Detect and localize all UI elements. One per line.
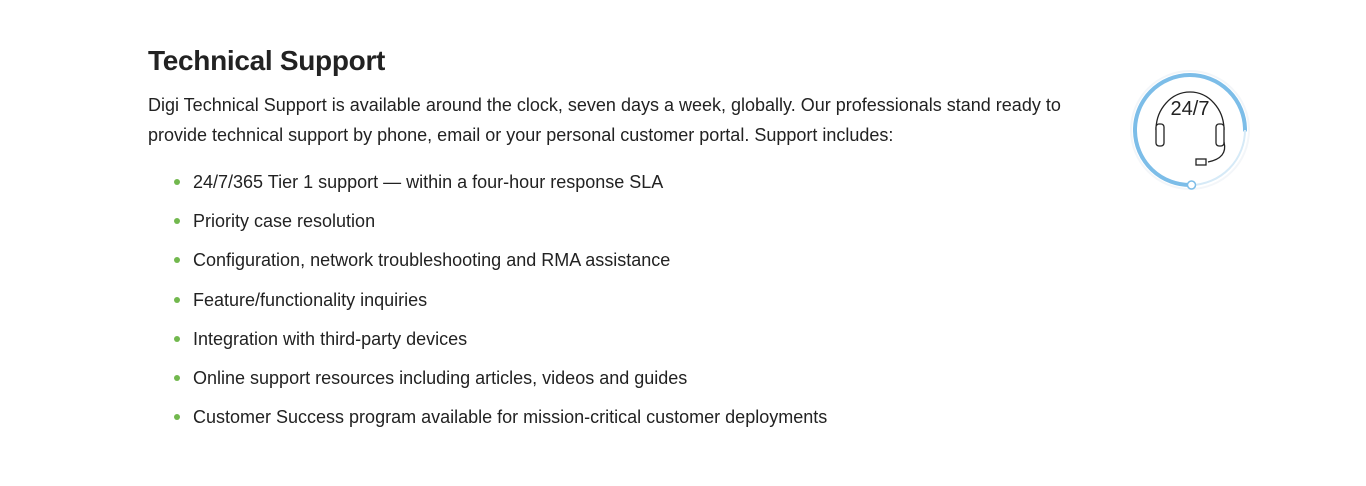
section-title: Technical Support <box>148 45 386 76</box>
list-item <box>148 208 1088 234</box>
list-item-text: Integration with third-party devices <box>193 328 468 349</box>
list-item <box>148 247 1088 273</box>
list-item <box>148 169 1088 195</box>
list-item-text: Configuration, network troubleshooting and RMA assistance <box>193 250 671 271</box>
list-item-text: Customer Success program available for mission-critical customer deployments <box>193 407 828 428</box>
bullet-icon <box>174 257 180 263</box>
bullet-icon <box>174 336 180 342</box>
list-item <box>148 365 1088 391</box>
list-item <box>148 404 1088 430</box>
list-item-text: Feature/functionality inquiries <box>193 289 428 310</box>
intro-paragraph: Digi Technical Support is available around the clock, seven days a week, globally. Our professionals stand ready to provide technical support by phone, email or your personal customer portal. Support includes: <box>148 95 1061 145</box>
features-list <box>148 169 1088 430</box>
headset-icon <box>1124 64 1256 196</box>
bullet-icon <box>174 297 180 303</box>
bullet-icon <box>174 375 180 381</box>
bullet-icon <box>174 414 180 420</box>
badge-label: 24/7 <box>1170 98 1210 120</box>
bullet-icon <box>174 218 180 224</box>
list-item <box>148 287 1088 313</box>
list-item-text: Priority case resolution <box>193 211 376 232</box>
bullet-icon <box>174 179 180 185</box>
support-content <box>148 44 1088 443</box>
support-24-7-badge <box>1124 64 1256 196</box>
list-item-text: 24/7/365 Tier 1 support — within a four-hour response SLA <box>193 172 664 192</box>
list-item <box>148 326 1088 352</box>
list-item-text: Online support resources including articles, videos and guides <box>193 367 688 388</box>
